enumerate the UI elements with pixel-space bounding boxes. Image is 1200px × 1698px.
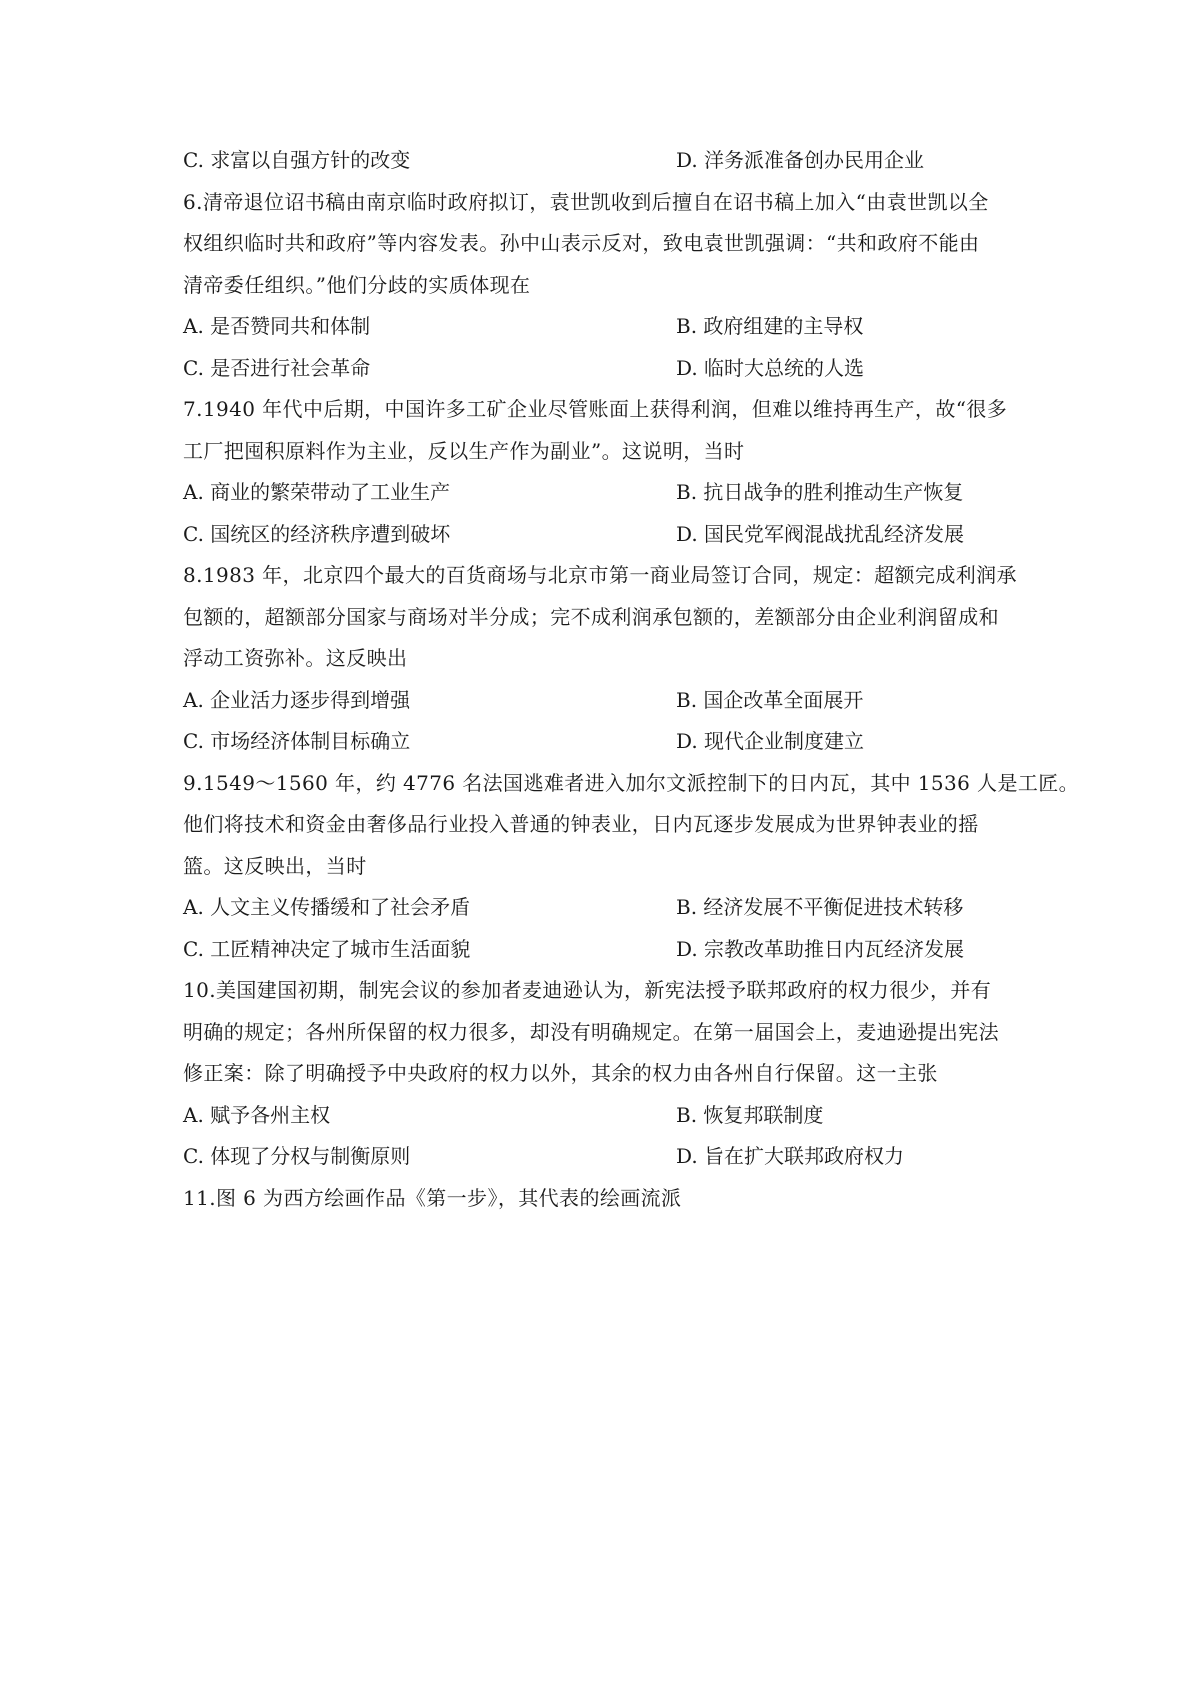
option-d: D. 现代企业制度建立 xyxy=(676,729,865,753)
option-c: C. 求富以自强方针的改变 xyxy=(183,148,411,172)
question-9 xyxy=(183,763,1080,971)
option-b: B. 恢复邦联制度 xyxy=(676,1102,824,1127)
option-c: C. 国统区的经济秩序遭到破坏 xyxy=(183,521,451,546)
question-stem-line: 6.清帝退位诏书稿由南京临时政府拟订，袁世凯收到后擅自在诏书稿上加入“由袁世凯以全 xyxy=(183,189,989,214)
option-c: C. 市场经济体制目标确立 xyxy=(183,729,411,753)
options-row-cd xyxy=(183,721,1033,763)
question-stem-line: 修正案：除了明确授予中央政府的权力以外，其余的权力由各州自行保留。这一主张 xyxy=(183,1061,938,1085)
question-7 xyxy=(183,389,1033,555)
question-stem-line: 7.1940 年代中后期，中国许多工矿企业尽管账面上获得利润，但难以维持再生产，故“很多 xyxy=(183,397,1008,421)
options-row-ab xyxy=(183,306,1033,348)
option-a: A. 商业的繁荣带动了工业生产 xyxy=(183,480,451,504)
option-d: D. 旨在扩大联邦政府权力 xyxy=(676,1144,905,1168)
question-6 xyxy=(183,182,1033,390)
question-stem-line: 11.图 6 为西方绘画作品《第一步》，其代表的绘画流派 xyxy=(183,1185,682,1210)
option-d: D. 洋务派准备创办民用企业 xyxy=(676,148,925,172)
question-stem-line: 工厂把囤积原料作为主业，反以生产作为副业”。这说明，当时 xyxy=(183,438,745,463)
option-a: A. 赋予各州主权 xyxy=(183,1102,331,1127)
option-c: C. 工匠精神决定了城市生活面貌 xyxy=(183,936,471,961)
option-d: D. 国民党军阀混战扰乱经济发展 xyxy=(676,521,965,546)
option-b: B. 经济发展不平衡促进技术转移 xyxy=(676,895,964,919)
option-b: B. 国企改革全面展开 xyxy=(676,687,864,712)
option-c: C. 体现了分权与制衡原则 xyxy=(183,1144,411,1168)
option-d: D. 宗教改革助推日内瓦经济发展 xyxy=(676,936,965,961)
question-stem-line: 明确的规定；各州所保留的权力很多，却没有明确规定。在第一届国会上，麦迪逊提出宪法 xyxy=(183,1019,999,1044)
option-a: A. 人文主义传播缓和了社会矛盾 xyxy=(183,895,471,919)
options-row-cd xyxy=(183,514,1033,556)
question-stem-line: 8.1983 年，北京四个最大的百货商场与北京市第一商业局签订合同，规定：超额完成利润承 xyxy=(183,563,1017,587)
options-row-ab xyxy=(183,472,1033,514)
option-d: D. 临时大总统的人选 xyxy=(676,355,865,380)
question-8 xyxy=(183,555,1033,763)
question-10 xyxy=(183,970,1033,1178)
options-row-cd xyxy=(183,1136,1033,1178)
question-stem-line: 9.1549～1560 年，约 4776 名法国逃难者进入加尔文派控制下的日内瓦，其中 1536 人是工匠。 xyxy=(183,770,1080,795)
options-row-ab xyxy=(183,680,1033,722)
options-row-ab xyxy=(183,1095,1033,1137)
question-stem-line: 篮。这反映出，当时 xyxy=(183,853,367,878)
option-a: A. 企业活力逐步得到增强 xyxy=(183,687,411,712)
option-b: B. 政府组建的主导权 xyxy=(676,314,864,338)
exam-page xyxy=(183,140,1080,1219)
options-row-cd xyxy=(183,348,1033,390)
question-stem-line: 浮动工资弥补。这反映出 xyxy=(183,646,408,670)
options-row-cd xyxy=(183,929,1033,971)
question-11 xyxy=(183,1178,1033,1220)
question-stem-line: 10.美国建国初期，制宪会议的参加者麦迪逊认为，新宪法授予联邦政府的权力很少，并有 xyxy=(183,978,992,1002)
option-a: A. 是否赞同共和体制 xyxy=(183,314,371,338)
option-b: B. 抗日战争的胜利推动生产恢复 xyxy=(676,480,964,504)
options-row-ab xyxy=(183,887,1033,929)
question-stem-line: 权组织临时共和政府”等内容发表。孙中山表示反对，致电袁世凯强调：“共和政府不能由 xyxy=(183,231,980,255)
question-stem-line: 包额的，超额部分国家与商场对半分成；完不成利润承包额的，差额部分由企业利润留成和 xyxy=(183,604,999,629)
options-row-cd xyxy=(183,140,1033,182)
question-stem-line: 清帝委任组织。”他们分歧的实质体现在 xyxy=(183,272,531,297)
option-c: C. 是否进行社会革命 xyxy=(183,355,371,380)
question-stem-line: 他们将技术和资金由奢侈品行业投入普通的钟表业，日内瓦逐步发展成为世界钟表业的摇 xyxy=(183,812,979,836)
